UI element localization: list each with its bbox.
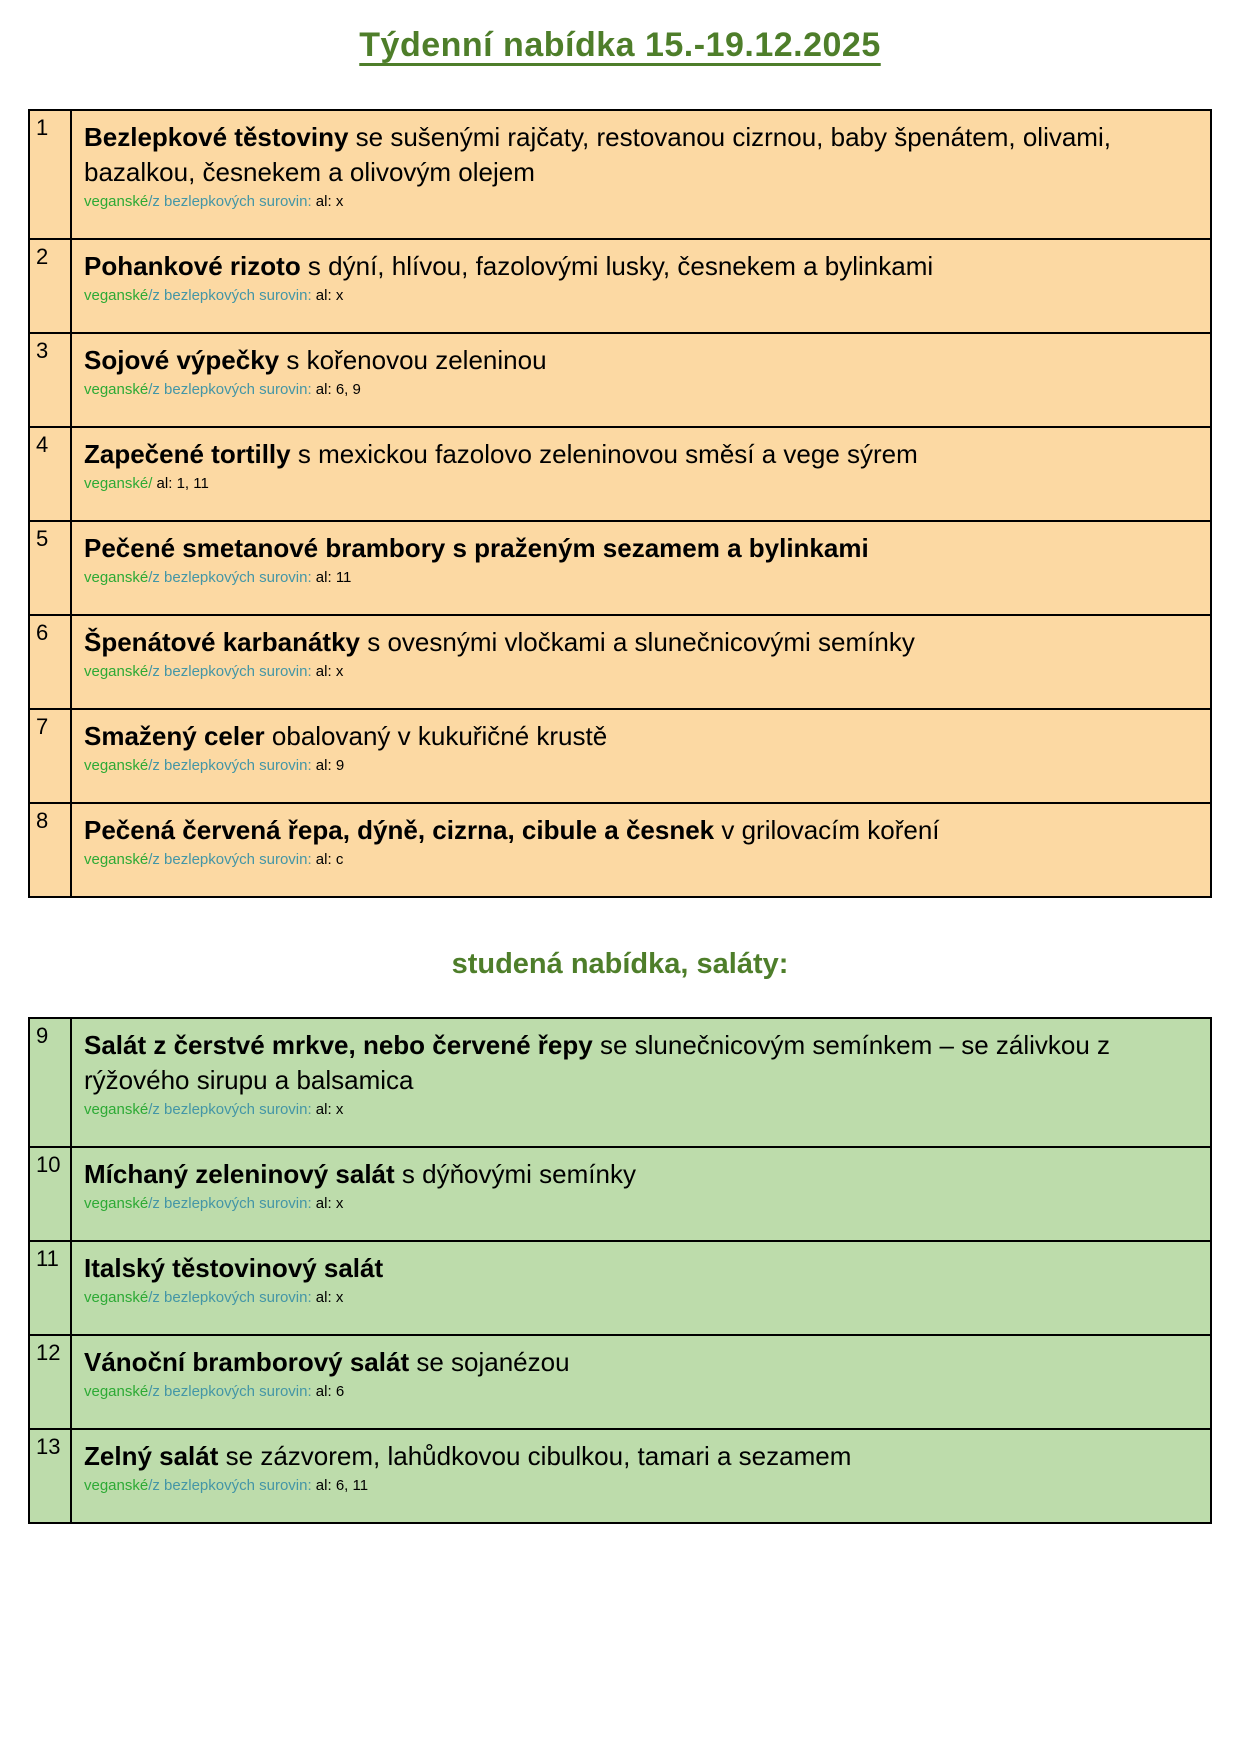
allergen-line [84,1100,1196,1120]
glutenfree-label: /z bezlepkových surovin: [148,193,312,210]
allergen-codes: al: 11 [311,569,352,586]
dish-name: Špenátové karbanátky [84,627,361,657]
allergen-line [84,568,1196,588]
table-row [29,1429,1211,1523]
allergen-codes: al: x [311,1289,344,1306]
allergen-line [84,286,1196,306]
allergen-codes: al: 9 [311,757,345,774]
dish-description [84,1157,1196,1192]
dish-detail: s dýňovými semínky [394,1159,636,1189]
dish-name: Bezlepkové těstoviny [84,122,349,152]
vegan-label: veganské [84,1195,149,1212]
dish-detail: v grilovacím koření [714,815,940,845]
dish-description [84,343,1196,378]
dish-description [84,1439,1196,1474]
dish-name: Smažený celer [84,721,265,751]
table-row [29,1018,1211,1147]
table-row [29,1335,1211,1429]
dish-name: Vánoční bramborový salát [84,1347,410,1377]
row-number: 7 [29,709,71,803]
dish-name: Pohankové rizoto [84,251,301,281]
dish-name: Zelný salát [84,1441,219,1471]
allergen-line [84,192,1196,212]
allergen-codes: al: 6, 11 [311,1477,369,1494]
allergen-line [84,380,1196,400]
dish-detail: se slunečnicovým semínkem – se zálivkou z rýžového sirupu a balsamica [84,1030,1111,1095]
vegan-label: veganské/ [84,475,153,492]
hot-menu-table [28,109,1212,898]
table-row [29,615,1211,709]
dish-detail: s mexickou fazolovo zeleninovou směsí a vege sýrem [290,439,918,469]
dish-name: Sojové výpečky [84,345,280,375]
vegan-label: veganské [84,287,149,304]
glutenfree-label: /z bezlepkových surovin: [148,569,312,586]
allergen-line [84,850,1196,870]
glutenfree-label: /z bezlepkových surovin: [148,1195,312,1212]
glutenfree-label: /z bezlepkových surovin: [148,1101,312,1118]
dish-description [84,120,1196,190]
dish-description [84,1251,1196,1286]
vegan-label: veganské [84,193,149,210]
page-title: Týdenní nabídka 15.-19.12.2025 [359,26,881,64]
allergen-codes: al: 6 [311,1383,345,1400]
table-row [29,427,1211,521]
row-number: 1 [29,110,71,239]
dish-detail: s kořenovou zeleninou [279,345,547,375]
table-row [29,1241,1211,1335]
table-row [29,803,1211,897]
vegan-label: veganské [84,569,149,586]
row-number: 10 [29,1147,71,1241]
dish-name: Italský těstovinový salát [84,1253,384,1283]
row-number: 3 [29,333,71,427]
dish-detail: se sojanézou [409,1347,570,1377]
allergen-codes: al: x [311,1195,344,1212]
dish-name: Zapečené tortilly [84,439,291,469]
dish-description [84,625,1196,660]
table-row [29,709,1211,803]
vegan-label: veganské [84,757,149,774]
allergen-line [84,1194,1196,1214]
allergen-codes: al: x [311,1101,344,1118]
table-row [29,239,1211,333]
vegan-label: veganské [84,1101,149,1118]
vegan-label: veganské [84,381,149,398]
allergen-line [84,756,1196,776]
row-number: 5 [29,521,71,615]
allergen-codes: al: x [311,287,344,304]
vegan-label: veganské [84,851,149,868]
dish-detail: s dýní, hlívou, fazolovými lusky, česnekem a bylinkami [300,251,934,281]
row-number: 4 [29,427,71,521]
dish-detail: se sušenými rajčaty, restovanou cizrnou, baby špenátem, olivami, bazalkou, česnekem a olivovým olejem [84,122,1111,187]
vegan-label: veganské [84,1477,149,1494]
glutenfree-label: /z bezlepkových surovin: [148,663,312,680]
allergen-codes: al: c [311,851,344,868]
glutenfree-label: /z bezlepkových surovin: [148,1289,312,1306]
row-number: 2 [29,239,71,333]
allergen-line [84,1476,1196,1496]
vegan-label: veganské [84,663,149,680]
table-row [29,1147,1211,1241]
row-number: 8 [29,803,71,897]
allergen-codes: al: 6, 9 [311,381,361,398]
vegan-label: veganské [84,1383,149,1400]
row-number: 9 [29,1018,71,1147]
dish-description [84,249,1196,284]
table-row [29,110,1211,239]
dish-name: Salát z čerstvé mrkve, nebo červené řepy [84,1030,593,1060]
vegan-label: veganské [84,1289,149,1306]
allergen-line [84,662,1196,682]
row-number: 11 [29,1241,71,1335]
cold-menu-table [28,1017,1212,1524]
glutenfree-label: /z bezlepkových surovin: [148,1383,312,1400]
dish-detail: s ovesnými vločkami a slunečnicovými semínky [360,627,915,657]
dish-name: Pečená červená řepa, dýně, cizrna, cibule a česnek [84,815,715,845]
dish-detail: obalovaný v kukuřičné krustě [264,721,608,751]
glutenfree-label: /z bezlepkových surovin: [148,851,312,868]
glutenfree-label: /z bezlepkových surovin: [148,381,312,398]
table-row [29,521,1211,615]
dish-name: Pečené smetanové brambory s praženým sezamem a bylinkami [84,533,869,563]
dish-name: Míchaný zeleninový salát [84,1159,395,1189]
dish-description [84,813,1196,848]
glutenfree-label: /z bezlepkových surovin: [148,287,312,304]
table-row [29,333,1211,427]
dish-description [84,531,1196,566]
allergen-codes: al: x [311,663,344,680]
dish-description [84,719,1196,754]
row-number: 12 [29,1335,71,1429]
allergen-line [84,1288,1196,1308]
allergen-line [84,1382,1196,1402]
dish-description [84,1345,1196,1380]
allergen-codes: al: 1, 11 [152,475,209,492]
glutenfree-label: /z bezlepkových surovin: [148,757,312,774]
dish-description [84,1028,1196,1098]
dish-detail: se zázvorem, lahůdkovou cibulkou, tamari a sezamem [218,1441,852,1471]
row-number: 13 [29,1429,71,1523]
row-number: 6 [29,615,71,709]
glutenfree-label: /z bezlepkových surovin: [148,1477,312,1494]
allergen-codes: al: x [311,193,344,210]
dish-description [84,437,1196,472]
allergen-line [84,474,1196,494]
cold-section-heading: studená nabídka, saláty: [451,948,789,980]
